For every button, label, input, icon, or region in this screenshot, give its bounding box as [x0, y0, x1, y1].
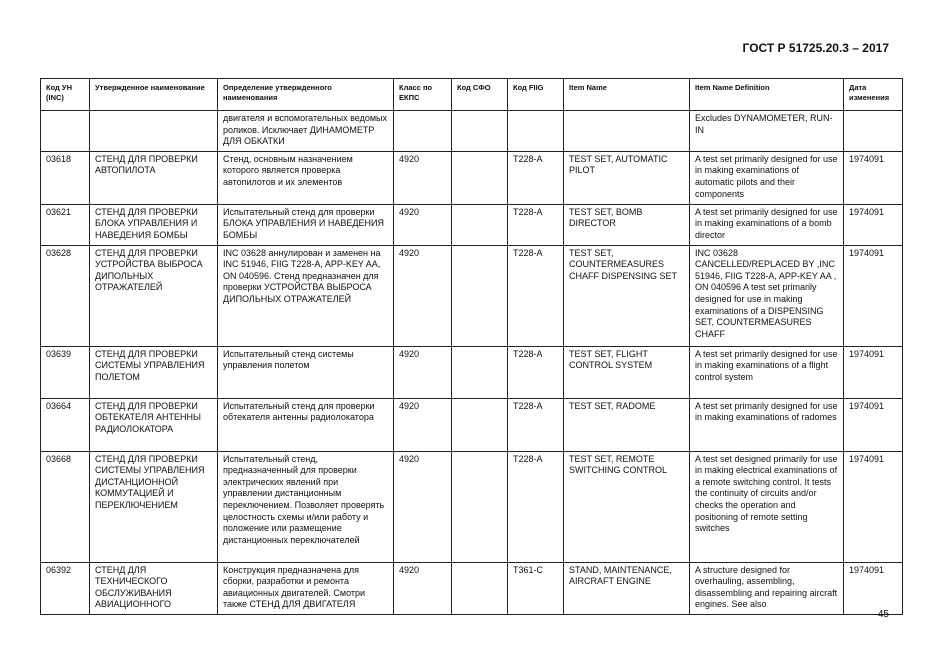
cell-item-name: TEST SET, REMOTE SWITCHING CONTROL	[564, 451, 690, 562]
cell-name: СТЕНД ДЛЯ ПРОВЕРКИ БЛОКА УПРАВЛЕНИЯ И НАВЕДЕНИЯ БОМБЫ	[90, 204, 218, 245]
cell-inc	[41, 111, 90, 152]
column-header-change-date: Дата изменения	[844, 79, 903, 111]
cell-item-name: TEST SET, COUNTERMEASURES CHAFF DISPENSING SET	[564, 245, 690, 346]
cell-item-definition: A test set primarily designed for use in making examinations of automatic pilots and their components	[690, 151, 844, 204]
cell-fiig: T361-C	[508, 562, 564, 614]
column-header-item-name: Item Name	[564, 79, 690, 111]
cell-sfo	[452, 204, 508, 245]
cell-item-definition: INC 03628 CANCELLED/REPLACED BY ,INC 51946, FIIG T228-A, APP-KEY AA , ON 040596 A test set primarily designed for use in making examinations of a DISPENSING SET, COUNTERMEASURES CHAFF	[690, 245, 844, 346]
cell-sfo	[452, 245, 508, 346]
cell-inc: 03618	[41, 151, 90, 204]
cell-name: СТЕНД ДЛЯ ПРОВЕРКИ СИСТЕМЫ УПРАВЛЕНИЯ ДИСТАНЦИОННОЙ КОММУТАЦИЕЙ И ПЕРЕКЛЮЧЕНИЕМ	[90, 451, 218, 562]
catalog-table	[40, 78, 903, 615]
cell-definition: двигателя и вспомогательных ведомых роликов. Исключает ДИНАМОМЕТР ДЛЯ ОБКАТКИ	[218, 111, 394, 152]
cell-ekps: 4920	[394, 451, 452, 562]
cell-definition: Испытательный стенд для проверки обтекателя антенны радиолокатора	[218, 398, 394, 451]
cell-name: СТЕНД ДЛЯ ПРОВЕРКИ АВТОПИЛОТА	[90, 151, 218, 204]
column-header-approved-name: Утвержденное наименование	[90, 79, 218, 111]
table-row	[41, 346, 903, 398]
cell-inc: 03621	[41, 204, 90, 245]
cell-fiig: T228-A	[508, 204, 564, 245]
cell-sfo	[452, 111, 508, 152]
column-header-sfo-code: Код СФО	[452, 79, 508, 111]
cell-date	[844, 111, 903, 152]
cell-item-name: TEST SET, RADOME	[564, 398, 690, 451]
table-row	[41, 245, 903, 346]
cell-date: 1974091	[844, 562, 903, 614]
cell-ekps: 4920	[394, 398, 452, 451]
cell-date: 1974091	[844, 151, 903, 204]
table-row	[41, 151, 903, 204]
cell-definition: Испытательный стенд, предназначенный для проверки электрических явлений при управлении дистанционным переключением. Позволяет проверять целостность схемы и/или работу и положение или размещение дистанционных переключателей	[218, 451, 394, 562]
cell-item-definition: A test set primarily designed for use in making examinations of a flight control system	[690, 346, 844, 398]
cell-date: 1974091	[844, 245, 903, 346]
cell-name: СТЕНД ДЛЯ ПРОВЕРКИ ОБТЕКАТЕЛЯ АНТЕННЫ РАДИОЛОКАТОРА	[90, 398, 218, 451]
table-row	[41, 451, 903, 562]
column-header-definition: Определение утвержденного наименования	[218, 79, 394, 111]
cell-definition: Испытательный стенд системы управления полетом	[218, 346, 394, 398]
cell-sfo	[452, 398, 508, 451]
cell-sfo	[452, 562, 508, 614]
cell-fiig: T228-A	[508, 451, 564, 562]
cell-ekps: 4920	[394, 562, 452, 614]
cell-ekps: 4920	[394, 204, 452, 245]
cell-fiig: T228-A	[508, 398, 564, 451]
column-header-ekps-class: Класс по ЕКПС	[394, 79, 452, 111]
table-row	[41, 562, 903, 614]
cell-inc: 06392	[41, 562, 90, 614]
cell-date: 1974091	[844, 451, 903, 562]
cell-fiig: T228-A	[508, 151, 564, 204]
cell-inc: 03664	[41, 398, 90, 451]
cell-sfo	[452, 451, 508, 562]
cell-name: СТЕНД ДЛЯ ПРОВЕРКИ УСТРОЙСТВА ВЫБРОСА ДИПОЛЬНЫХ ОТРАЖАТЕЛЕЙ	[90, 245, 218, 346]
cell-item-name: STAND, MAINTENANCE, AIRCRAFT ENGINE	[564, 562, 690, 614]
cell-definition: Испытательный стенд для проверки БЛОКА УПРАВЛЕНИЯ И НАВЕДЕНИЯ БОМБЫ	[218, 204, 394, 245]
column-header-item-definition: Item Name Definition	[690, 79, 844, 111]
cell-date: 1974091	[844, 346, 903, 398]
cell-ekps	[394, 111, 452, 152]
table-header-row	[41, 79, 903, 111]
document-header: ГОСТ Р 51725.20.3 – 2017	[742, 41, 889, 55]
cell-definition: INC 03628 аннулирован и заменен на INC 51946, FIIG T228-A, APP-KEY AA, ON 040596. Стенд предназначен для проверки УСТРОЙСТВА ВЫБРОСА ДИПОЛЬНЫХ ОТРАЖАТЕЛЕЙ	[218, 245, 394, 346]
cell-fiig: T228-A	[508, 245, 564, 346]
table-row	[41, 204, 903, 245]
cell-sfo	[452, 346, 508, 398]
cell-item-name: TEST SET, FLIGHT CONTROL SYSTEM	[564, 346, 690, 398]
cell-item-definition: A test set primarily designed for use in making examinations of a bomb director	[690, 204, 844, 245]
cell-date: 1974091	[844, 398, 903, 451]
cell-ekps: 4920	[394, 346, 452, 398]
cell-item-name: TEST SET, AUTOMATIC PILOT	[564, 151, 690, 204]
table-row	[41, 111, 903, 152]
cell-item-name	[564, 111, 690, 152]
column-header-fiig-code: Код FIIG	[508, 79, 564, 111]
cell-item-definition: A test set primarily designed for use in making examinations of radomes	[690, 398, 844, 451]
cell-inc: 03628	[41, 245, 90, 346]
cell-name: СТЕНД ДЛЯ ПРОВЕРКИ СИСТЕМЫ УПРАВЛЕНИЯ ПОЛЕТОМ	[90, 346, 218, 398]
cell-fiig: T228-A	[508, 346, 564, 398]
cell-definition: Конструкция предназначена для сборки, разработки и ремонта авиационных двигателей. Смотри также СТЕНД ДЛЯ ДВИГАТЕЛЯ	[218, 562, 394, 614]
cell-date: 1974091	[844, 204, 903, 245]
cell-sfo	[452, 151, 508, 204]
cell-item-definition: Excludes DYNAMOMETER, RUN-IN	[690, 111, 844, 152]
cell-item-definition: A test set designed primarily for use in making electrical examinations of a remote switching control. It tests the continuity of circuits and/or checks the operation and positioning of remote setting switches	[690, 451, 844, 562]
cell-name	[90, 111, 218, 152]
cell-item-definition: A structure designed for overhauling, assembling, disassembling and repairing aircraft engines. See also	[690, 562, 844, 614]
cell-fiig	[508, 111, 564, 152]
cell-name: СТЕНД ДЛЯ ТЕХНИЧЕСКОГО ОБСЛУЖИВАНИЯ АВИАЦИОННОГО	[90, 562, 218, 614]
cell-inc: 03668	[41, 451, 90, 562]
cell-item-name: TEST SET, BOMB DIRECTOR	[564, 204, 690, 245]
table-row	[41, 398, 903, 451]
cell-inc: 03639	[41, 346, 90, 398]
cell-definition: Стенд, основным назначением которого является проверка автопилотов и их элементов	[218, 151, 394, 204]
cell-ekps: 4920	[394, 151, 452, 204]
page-number: 45	[877, 609, 889, 620]
cell-ekps: 4920	[394, 245, 452, 346]
column-header-inc: Код УН (INC)	[41, 79, 90, 111]
